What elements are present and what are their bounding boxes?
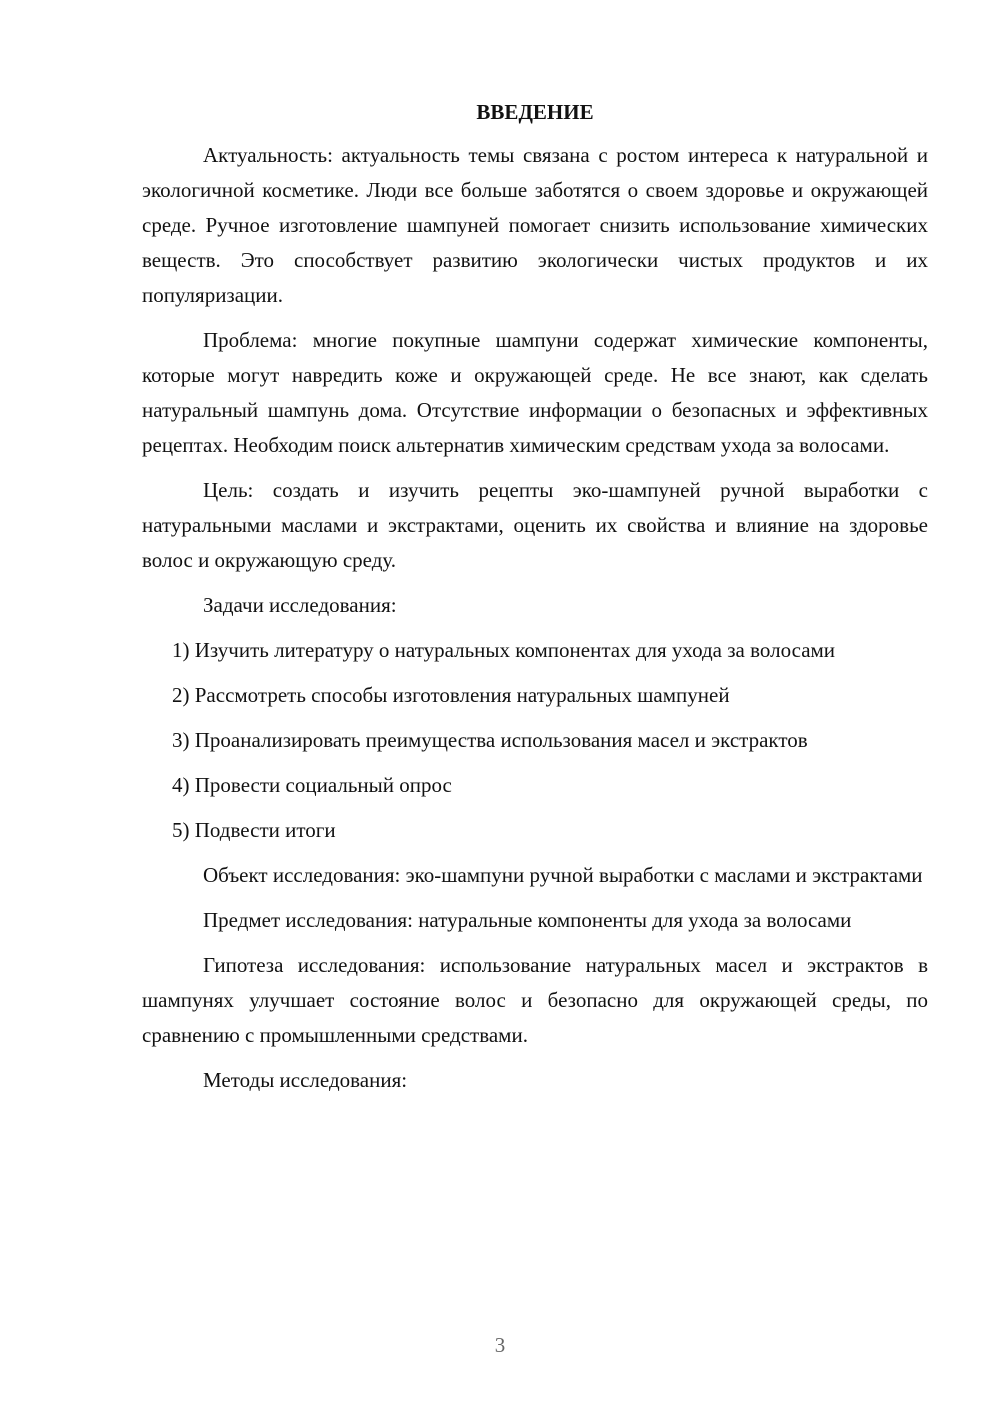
methods-heading: Методы исследования: xyxy=(203,1068,408,1092)
document-page xyxy=(142,96,928,1108)
task-item-1: 1) Изучить литературу о натуральных компонентах для ухода за волосами xyxy=(172,638,836,662)
page-number: 3 xyxy=(494,1333,506,1357)
paragraph-hypothesis: Гипотеза исследования: использование натуральных масел и экстрактов в шампунях улучшает состояние волос и безопасно для окружающей среды, по сравнению с промышленными средствами. xyxy=(142,953,928,1047)
paragraph-goal: Цель: создать и изучить рецепты эко-шампуней ручной выработки с натуральными маслами и экстрактами, оценить их свойства и влияние на здоровье волос и окружающую среду. xyxy=(142,478,928,572)
task-item-3: 3) Проанализировать преимущества использования масел и экстрактов xyxy=(172,728,808,752)
task-item-2: 2) Рассмотреть способы изготовления натуральных шампуней xyxy=(172,683,730,707)
paragraph-object: Объект исследования: эко-шампуни ручной выработки с маслами и экстрактами xyxy=(203,863,923,887)
paragraph-relevance: Актуальность: актуальность темы связана с ростом интереса к натуральной и экологичной косметике. Люди все больше заботятся о своем здоровье и окружающей среде. Ручное изготовление шампуней помогает снизить использование химических веществ. Это способствует развитию экологически чистых продуктов и их популяризации. xyxy=(142,143,928,307)
section-title: ВВЕДЕНИЕ xyxy=(476,100,594,124)
tasks-heading: Задачи исследования: xyxy=(203,593,397,617)
task-item-5: 5) Подвести итоги xyxy=(172,818,336,842)
paragraph-problem: Проблема: многие покупные шампуни содержат химические компоненты, которые могут навредить коже и окружающей среде. Не все знают, как сделать натуральный шампунь дома. Отсутствие информации о безопасных и эффективных рецептах. Необходим поиск альтернатив химическим средствам ухода за волосами. xyxy=(142,328,928,457)
task-item-4: 4) Провести социальный опрос xyxy=(172,773,452,797)
paragraph-subject: Предмет исследования: натуральные компоненты для ухода за волосами xyxy=(203,908,852,932)
